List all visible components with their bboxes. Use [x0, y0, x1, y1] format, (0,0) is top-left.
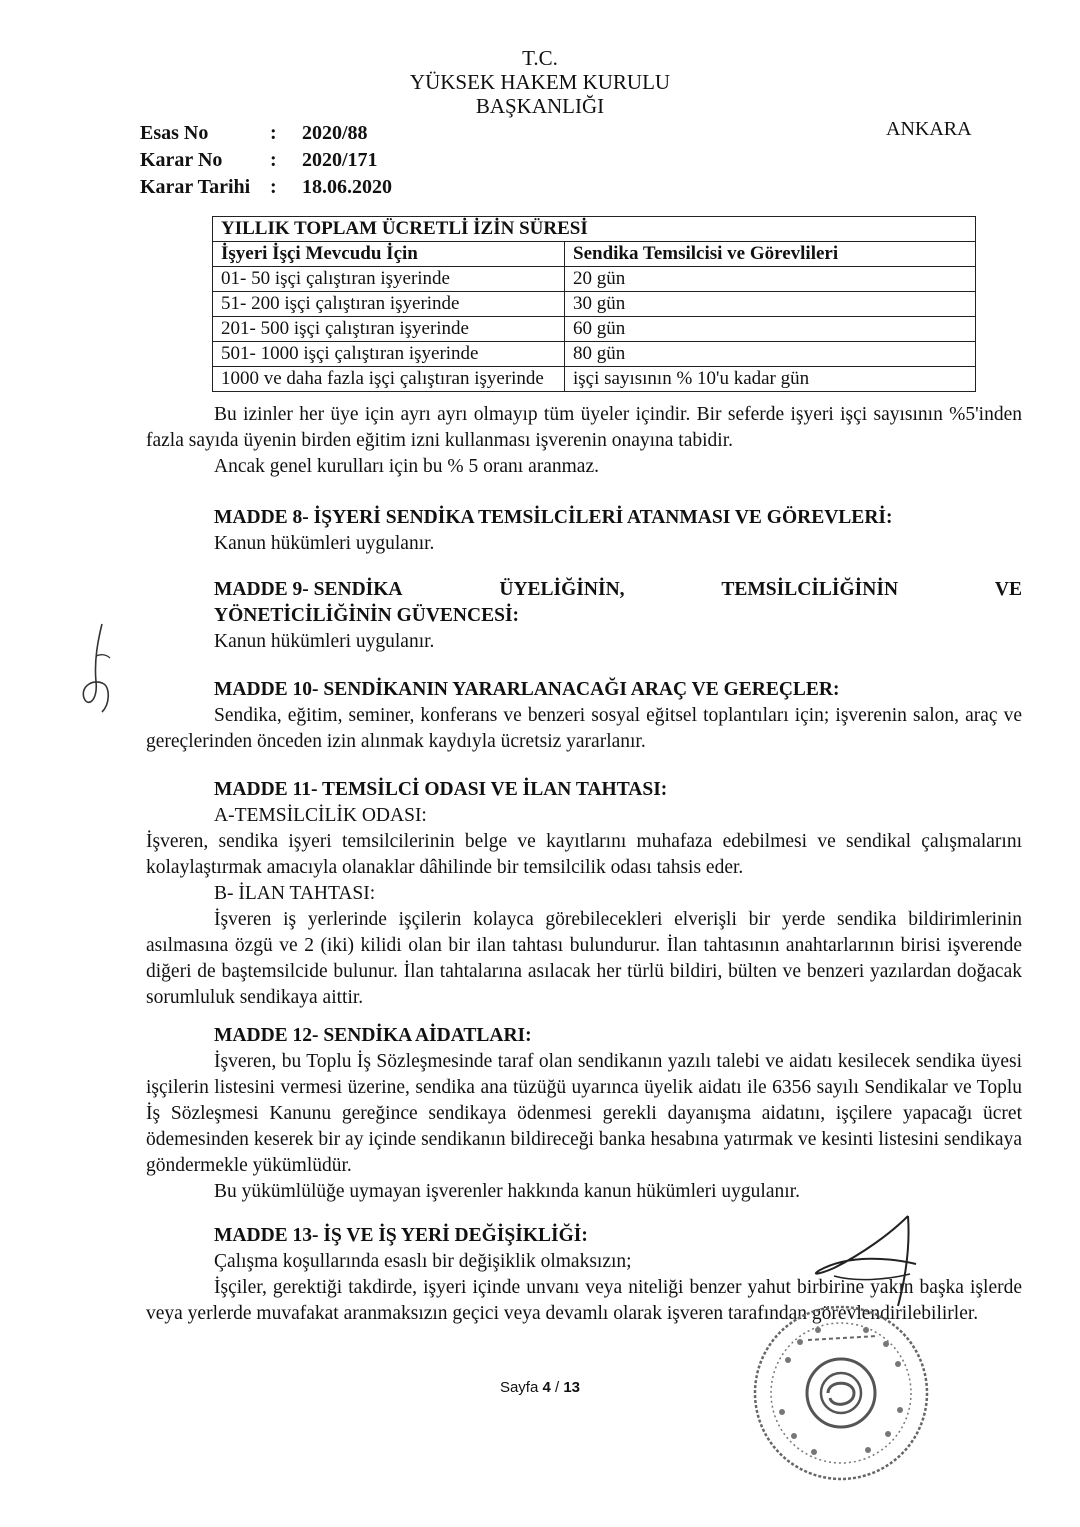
article-title-word: ÜYELİĞİNİN,: [499, 579, 625, 600]
table-cell-days: 80 gün: [565, 342, 976, 367]
table-row: [213, 267, 976, 292]
meta-row-esas: [140, 120, 392, 147]
table-cell-range: 51- 200 işçi çalıştıran işyerinde: [213, 292, 565, 317]
header-court: YÜKSEK HAKEM KURULU: [409, 70, 671, 94]
table-header-col2: Sendika Temsilcisi ve Görevlileri: [565, 242, 976, 267]
article-text: Kanun hükümleri uygulanır.: [214, 533, 435, 554]
article-title: MADDE 12- SENDİKA AİDATLARI:: [214, 1025, 532, 1046]
leave-duration-table: [212, 216, 976, 392]
article-12: [146, 1023, 1022, 1205]
table-title-row: [213, 217, 976, 242]
article-11: [146, 777, 1022, 1011]
article-title: [146, 577, 1022, 603]
page-number-sep: /: [550, 1379, 564, 1396]
article-8: [146, 505, 1022, 557]
body-section-notes: [146, 402, 1022, 480]
table-cell-days: 60 gün: [565, 317, 976, 342]
article-text: İşçiler, gerektiği takdirde, işyeri içinde unvanı veya niteliği benzer yahut birbirine yakın başka işlerde veya yerlerde muvafakat aranmaksızın geçici veya devamlı olarak işveren tarafından görevlendirilebilirler.: [146, 1277, 1022, 1324]
note-paragraph: Bu izinler her üye için ayrı ayrı olmayıp tüm üyeler içindir. Bir seferde işyeri işçi sayısının %5'inden fazla sayıda üyenin birden eğitim izni kullanması işverenin onayına tabidir.: [146, 404, 1022, 451]
table-cell-days: 30 gün: [565, 292, 976, 317]
article-text: Sendika, eğitim, seminer, konferans ve benzeri sosyal eğitsel toplantıları için; işverenin salon, araç ve gereçlerinden önceden izin alınmak kaydıyla ücretsiz yararlanır.: [146, 705, 1022, 752]
page-number-current: 4: [542, 1379, 551, 1396]
article-text: Çalışma koşullarında esaslı bir değişiklik olmaksızın;: [214, 1251, 632, 1272]
article-9: [146, 577, 1022, 655]
article-text: Bu yükümlülüğe uymayan işverenler hakkında kanun hükümleri uygulanır.: [214, 1181, 800, 1202]
article-title: MADDE 13- İŞ VE İŞ YERİ DEĞİŞİKLİĞİ:: [214, 1225, 588, 1246]
table-title: YILLIK TOPLAM ÜCRETLİ İZİN SÜRESİ: [213, 217, 976, 242]
table-row: [213, 292, 976, 317]
meta-value: 2020/88: [302, 122, 368, 144]
table-cell-range: 501- 1000 işçi çalıştıran işyerinde: [213, 342, 565, 367]
meta-label: Karar Tarihi: [140, 176, 251, 198]
table-cell-days: 20 gün: [565, 267, 976, 292]
meta-label: Esas No: [140, 122, 209, 144]
table-cell-days: işçi sayısının % 10'u kadar gün: [565, 367, 976, 392]
table-cell-range: 1000 ve daha fazla işçi çalıştıran işyerinde: [213, 367, 565, 392]
meta-value: 18.06.2020: [302, 176, 392, 198]
page-number-total: 13: [563, 1379, 581, 1396]
article-title: MADDE 11- TEMSİLCİ ODASI VE İLAN TAHTASI:: [214, 779, 668, 800]
note-paragraph: Ancak genel kurulları için bu % 5 oranı aranmaz.: [214, 456, 599, 477]
table-row: [213, 342, 976, 367]
meta-colon: :: [270, 149, 277, 171]
header-presidency: BAŞKANLIĞI: [475, 94, 605, 118]
article-title: MADDE 10- SENDİKANIN YARARLANACAĞI ARAÇ VE GEREÇLER:: [214, 679, 840, 700]
article-10: [146, 677, 1022, 755]
margin-initial-signature: [80, 620, 120, 720]
article-title: MADDE 8- İŞYERİ SENDİKA TEMSİLCİLERİ ATANMASI VE GÖREVLERİ:: [214, 507, 893, 528]
subsection-title: B- İLAN TAHTASI:: [214, 883, 376, 904]
meta-value: 2020/171: [302, 149, 378, 171]
article-text: Kanun hükümleri uygulanır.: [214, 631, 435, 652]
article-title-cont: YÖNETİCİLİĞİNİN GÜVENCESİ:: [214, 605, 520, 626]
handwritten-signature: [790, 1214, 940, 1314]
case-meta: [140, 120, 392, 201]
table-cell-range: 201- 500 işçi çalıştıran işyerinde: [213, 317, 565, 342]
meta-row-karar: [140, 147, 392, 174]
table-row: [213, 367, 976, 392]
page-number-prefix: Sayfa: [499, 1379, 543, 1396]
subsection-title: A-TEMSİLCİLİK ODASI:: [214, 805, 427, 826]
table-header-row: [213, 242, 976, 267]
city-label: ANKARA: [886, 118, 972, 140]
meta-label: Karar No: [140, 149, 223, 171]
header-tc: T.C.: [522, 46, 558, 70]
article-text: İşveren, bu Toplu İş Sözleşmesinde taraf olan sendikanın yazılı talebi ve aidatı kesilecek sendika üyesi işçilerin listesini vermesi üzerine, sendika ana tüzüğü uyarınca üyelik aidatı ile 6356 sayılı Sendikalar ve Toplu İş Sözleşmesi Kanunu gereğince sendikaya ödenmesi gerekli dayanışma aidatını, işçilere yapacağı ücret ödemesinden keserek bir ay içinde sendikanın bildireceği banka hesabına yatırmak ve kesinti listesini sendikaya göndermekle yükümlüdür.: [146, 1051, 1022, 1176]
article-title-word: TEMSİLCİLİĞİNİN: [721, 579, 899, 600]
article-title-word: MADDE 9- SENDİKA: [214, 579, 403, 600]
article-text: İşveren iş yerlerinde işçilerin kolayca görebilecekleri elverişli bir yerde sendika bildirimlerinin asılmasına özgü ve 2 (iki) kilidi olan bir ilan tahtası bulundurur. İlan tahtasının anahtarlarının birisi işverende diğeri de baştemsilcide bulunur. İlan tahtalarına asılacak her türlü bildiri, bülten ve benzeri yazılardan doğacak sorumluluk sendikaya aittir.: [146, 909, 1022, 1008]
round-seal-stamp: [748, 1300, 934, 1486]
article-title-word: VE: [994, 579, 1022, 600]
meta-row-tarih: [140, 174, 392, 201]
table-header-col1: İşyeri İşçi Mevcudu İçin: [213, 242, 565, 267]
table-row: [213, 317, 976, 342]
article-text: İşveren, sendika işyeri temsilcilerinin belge ve kayıtlarını muhafaza edebilmesi ve sendikal çalışmalarını kolaylaştırmak amacıyla olanaklar dâhilinde bir temsilcilik odası tahsis eder.: [146, 831, 1022, 878]
meta-colon: :: [270, 176, 277, 198]
meta-colon: :: [270, 122, 277, 144]
table-cell-range: 01- 50 işçi çalıştıran işyerinde: [213, 267, 565, 292]
